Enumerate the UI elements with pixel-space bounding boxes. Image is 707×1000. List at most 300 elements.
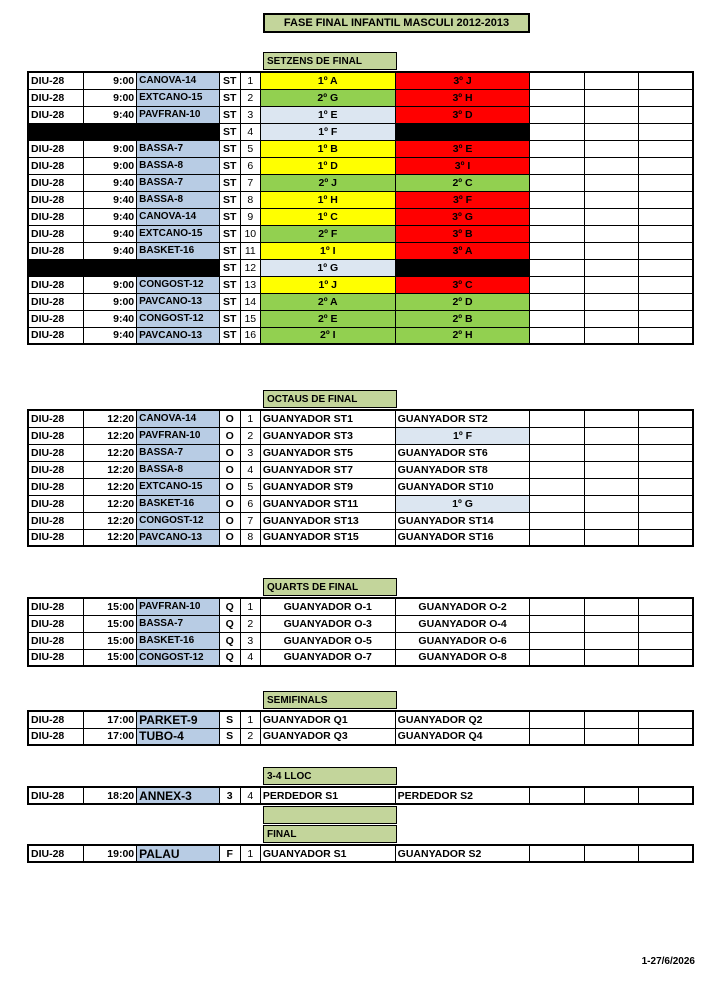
match-number: 2 bbox=[240, 427, 260, 444]
match-day: DIU-28 bbox=[28, 208, 83, 225]
match-round: ST bbox=[219, 259, 240, 276]
match-day: DIU-28 bbox=[28, 649, 83, 666]
match-number: 13 bbox=[240, 276, 260, 293]
match-round: ST bbox=[219, 174, 240, 191]
match-day: DIU-28 bbox=[28, 711, 83, 728]
empty-cell bbox=[584, 123, 638, 140]
empty-cell bbox=[584, 711, 638, 728]
team-b: PERDEDOR S2 bbox=[395, 787, 530, 804]
empty-cell bbox=[530, 845, 584, 862]
table-row bbox=[28, 225, 693, 242]
team-a: 1º H bbox=[260, 191, 395, 208]
team-b: GUANYADOR ST2 bbox=[395, 410, 530, 427]
table-row bbox=[28, 72, 693, 89]
match-number: 8 bbox=[240, 191, 260, 208]
empty-cell bbox=[584, 478, 638, 495]
match-time: 9:40 bbox=[83, 106, 136, 123]
match-round: S bbox=[219, 711, 240, 728]
match-number: 1 bbox=[240, 598, 260, 615]
match-number: 9 bbox=[240, 208, 260, 225]
team-a: PERDEDOR S1 bbox=[260, 787, 395, 804]
match-round: O bbox=[219, 427, 240, 444]
table-row bbox=[28, 157, 693, 174]
match-number: 3 bbox=[240, 106, 260, 123]
empty-cell bbox=[584, 845, 638, 862]
match-day: DIU-28 bbox=[28, 478, 83, 495]
table-row bbox=[28, 461, 693, 478]
match-time: 12:20 bbox=[83, 529, 136, 546]
team-b: GUANYADOR ST10 bbox=[395, 478, 530, 495]
team-b: 1º F bbox=[395, 427, 530, 444]
match-time: 15:00 bbox=[83, 615, 136, 632]
empty-cell bbox=[584, 140, 638, 157]
empty-cell bbox=[530, 495, 584, 512]
empty-cell bbox=[639, 512, 693, 529]
match-round: ST bbox=[219, 310, 240, 327]
match-round: ST bbox=[219, 123, 240, 140]
match-venue: CONGOST-12 bbox=[137, 649, 219, 666]
empty-cell bbox=[584, 615, 638, 632]
section-heading-final: FINAL bbox=[263, 825, 397, 843]
match-number: 6 bbox=[240, 495, 260, 512]
team-b: GUANYADOR ST16 bbox=[395, 529, 530, 546]
team-b: GUANYADOR ST8 bbox=[395, 461, 530, 478]
match-number: 1 bbox=[240, 711, 260, 728]
empty-cell bbox=[584, 632, 638, 649]
team-b bbox=[395, 259, 530, 276]
empty-cell bbox=[584, 208, 638, 225]
empty-cell bbox=[530, 711, 584, 728]
team-a: 2º G bbox=[260, 89, 395, 106]
match-number: 4 bbox=[240, 461, 260, 478]
match-day: DIU-28 bbox=[28, 225, 83, 242]
match-venue: CONGOST-12 bbox=[137, 276, 219, 293]
table-row bbox=[28, 140, 693, 157]
team-a: 2º E bbox=[260, 310, 395, 327]
match-number: 10 bbox=[240, 225, 260, 242]
empty-cell bbox=[530, 327, 584, 344]
match-venue: PAVFRAN-10 bbox=[137, 598, 219, 615]
match-day: DIU-28 bbox=[28, 174, 83, 191]
table-row bbox=[28, 649, 693, 666]
match-time: 12:20 bbox=[83, 444, 136, 461]
match-day: DIU-28 bbox=[28, 242, 83, 259]
match-number: 1 bbox=[240, 845, 260, 862]
team-b: 2º D bbox=[395, 293, 530, 310]
table-semifinals bbox=[27, 710, 694, 746]
match-number: 2 bbox=[240, 615, 260, 632]
match-day: DIU-28 bbox=[28, 276, 83, 293]
empty-cell bbox=[639, 444, 693, 461]
empty-cell bbox=[530, 649, 584, 666]
table-row bbox=[28, 495, 693, 512]
team-a: GUANYADOR O-5 bbox=[260, 632, 395, 649]
match-venue: BASSA-8 bbox=[137, 461, 219, 478]
table-final bbox=[27, 844, 694, 863]
table-quarts bbox=[27, 597, 694, 667]
match-number: 4 bbox=[240, 649, 260, 666]
empty-cell bbox=[530, 310, 584, 327]
match-day: DIU-28 bbox=[28, 310, 83, 327]
empty-cell bbox=[639, 72, 693, 89]
match-round: ST bbox=[219, 293, 240, 310]
section-heading-octaus: OCTAUS DE FINAL bbox=[263, 390, 397, 408]
team-a: GUANYADOR ST7 bbox=[260, 461, 395, 478]
match-round: ST bbox=[219, 89, 240, 106]
match-number: 2 bbox=[240, 89, 260, 106]
match-day: DIU-28 bbox=[28, 293, 83, 310]
section-spacer bbox=[263, 806, 397, 824]
empty-cell bbox=[584, 495, 638, 512]
match-round: Q bbox=[219, 632, 240, 649]
match-time: 18:20 bbox=[83, 787, 136, 804]
empty-cell bbox=[530, 461, 584, 478]
empty-cell bbox=[639, 632, 693, 649]
match-time: 9:40 bbox=[83, 327, 136, 344]
match-venue: BASSA-7 bbox=[137, 140, 219, 157]
empty-cell bbox=[530, 208, 584, 225]
empty-cell bbox=[639, 410, 693, 427]
empty-cell bbox=[584, 598, 638, 615]
table-row bbox=[28, 89, 693, 106]
empty-cell bbox=[530, 225, 584, 242]
match-number: 3 bbox=[240, 632, 260, 649]
team-a: 1º E bbox=[260, 106, 395, 123]
empty-cell bbox=[530, 293, 584, 310]
team-a: 2º F bbox=[260, 225, 395, 242]
match-day: DIU-28 bbox=[28, 615, 83, 632]
empty-cell bbox=[639, 123, 693, 140]
match-number: 7 bbox=[240, 512, 260, 529]
team-b: 2º C bbox=[395, 174, 530, 191]
team-a: GUANYADOR ST9 bbox=[260, 478, 395, 495]
match-day: DIU-28 bbox=[28, 72, 83, 89]
match-venue: EXTCANO-15 bbox=[137, 89, 219, 106]
team-b bbox=[395, 123, 530, 140]
empty-cell bbox=[639, 293, 693, 310]
team-a: 1º A bbox=[260, 72, 395, 89]
empty-cell bbox=[584, 174, 638, 191]
team-b: GUANYADOR O-8 bbox=[395, 649, 530, 666]
page-title: FASE FINAL INFANTIL MASCULI 2012-2013 bbox=[263, 13, 530, 33]
team-a: GUANYADOR O-3 bbox=[260, 615, 395, 632]
match-round: Q bbox=[219, 615, 240, 632]
match-day: DIU-28 bbox=[28, 157, 83, 174]
match-number: 1 bbox=[240, 72, 260, 89]
match-round: ST bbox=[219, 191, 240, 208]
match-time: 9:00 bbox=[83, 293, 136, 310]
match-time: 12:20 bbox=[83, 478, 136, 495]
table-row bbox=[28, 615, 693, 632]
table-row bbox=[28, 106, 693, 123]
match-day: DIU-28 bbox=[28, 461, 83, 478]
table-row bbox=[28, 410, 693, 427]
match-number: 8 bbox=[240, 529, 260, 546]
team-b: 3º J bbox=[395, 72, 530, 89]
team-a: 1º C bbox=[260, 208, 395, 225]
team-b: 3º F bbox=[395, 191, 530, 208]
match-venue: CANOVA-14 bbox=[137, 208, 219, 225]
team-b: GUANYADOR ST6 bbox=[395, 444, 530, 461]
match-venue: BASKET-16 bbox=[137, 242, 219, 259]
empty-cell bbox=[639, 208, 693, 225]
match-round: ST bbox=[219, 72, 240, 89]
section-heading-semifinals: SEMIFINALS bbox=[263, 691, 397, 709]
empty-cell bbox=[530, 529, 584, 546]
match-venue: CONGOST-12 bbox=[137, 310, 219, 327]
match-number: 7 bbox=[240, 174, 260, 191]
empty-cell bbox=[530, 615, 584, 632]
empty-cell bbox=[639, 787, 693, 804]
empty-cell bbox=[530, 787, 584, 804]
empty-cell bbox=[639, 157, 693, 174]
empty-cell bbox=[639, 728, 693, 745]
empty-cell bbox=[584, 728, 638, 745]
empty-cell bbox=[530, 191, 584, 208]
table-row bbox=[28, 632, 693, 649]
match-day: DIU-28 bbox=[28, 106, 83, 123]
match-day: DIU-28 bbox=[28, 89, 83, 106]
team-a: 1º I bbox=[260, 242, 395, 259]
match-venue: BASKET-16 bbox=[137, 495, 219, 512]
empty-cell bbox=[639, 495, 693, 512]
match-round: F bbox=[219, 845, 240, 862]
team-a: GUANYADOR ST13 bbox=[260, 512, 395, 529]
match-number: 15 bbox=[240, 310, 260, 327]
empty-cell bbox=[639, 259, 693, 276]
match-venue: TUBO-4 bbox=[137, 728, 219, 745]
match-round: O bbox=[219, 529, 240, 546]
section-heading-quarts: QUARTS DE FINAL bbox=[263, 578, 397, 596]
match-day: DIU-28 bbox=[28, 140, 83, 157]
empty-cell bbox=[639, 191, 693, 208]
table-row bbox=[28, 191, 693, 208]
empty-cell bbox=[584, 89, 638, 106]
table-row bbox=[28, 259, 693, 276]
empty-cell bbox=[584, 225, 638, 242]
match-venue: BASSA-8 bbox=[137, 191, 219, 208]
empty-cell bbox=[584, 649, 638, 666]
match-venue: CANOVA-14 bbox=[137, 410, 219, 427]
team-b: 3º A bbox=[395, 242, 530, 259]
match-day: DIU-28 bbox=[28, 529, 83, 546]
empty-cell bbox=[639, 598, 693, 615]
team-a: 1º B bbox=[260, 140, 395, 157]
team-b: 3º G bbox=[395, 208, 530, 225]
match-time: 12:20 bbox=[83, 410, 136, 427]
table-row bbox=[28, 123, 693, 140]
empty-cell bbox=[584, 787, 638, 804]
team-b: 3º E bbox=[395, 140, 530, 157]
empty-cell bbox=[530, 410, 584, 427]
empty-cell bbox=[639, 242, 693, 259]
match-time: 12:20 bbox=[83, 427, 136, 444]
team-a: 1º F bbox=[260, 123, 395, 140]
empty-cell bbox=[584, 157, 638, 174]
match-round: ST bbox=[219, 208, 240, 225]
match-time: 9:40 bbox=[83, 310, 136, 327]
match-number: 4 bbox=[240, 123, 260, 140]
team-b: 3º H bbox=[395, 89, 530, 106]
table-row bbox=[28, 276, 693, 293]
match-venue: BASSA-7 bbox=[137, 444, 219, 461]
empty-cell bbox=[639, 427, 693, 444]
section-heading-3-4-lloc: 3-4 LLOC bbox=[263, 767, 397, 785]
empty-cell bbox=[530, 478, 584, 495]
match-round: O bbox=[219, 478, 240, 495]
empty-cell bbox=[530, 512, 584, 529]
match-time: 15:00 bbox=[83, 632, 136, 649]
table-row bbox=[28, 728, 693, 745]
team-b: 3º B bbox=[395, 225, 530, 242]
empty-cell bbox=[639, 461, 693, 478]
match-round: Q bbox=[219, 598, 240, 615]
match-day: DIU-28 bbox=[28, 427, 83, 444]
table-row bbox=[28, 845, 693, 862]
team-b: GUANYADOR O-6 bbox=[395, 632, 530, 649]
empty-cell bbox=[639, 106, 693, 123]
empty-cell bbox=[584, 512, 638, 529]
match-time: 9:00 bbox=[83, 72, 136, 89]
match-time: 12:20 bbox=[83, 512, 136, 529]
match-time: 9:00 bbox=[83, 140, 136, 157]
empty-cell bbox=[639, 649, 693, 666]
match-time: 17:00 bbox=[83, 711, 136, 728]
empty-cell bbox=[639, 140, 693, 157]
match-round: O bbox=[219, 444, 240, 461]
match-time: 17:00 bbox=[83, 728, 136, 745]
empty-cell bbox=[530, 89, 584, 106]
match-time: 9:00 bbox=[83, 276, 136, 293]
team-a: GUANYADOR ST3 bbox=[260, 427, 395, 444]
empty-cell bbox=[584, 276, 638, 293]
table-row bbox=[28, 598, 693, 615]
empty-cell bbox=[530, 598, 584, 615]
match-time: 15:00 bbox=[83, 649, 136, 666]
match-day: DIU-28 bbox=[28, 632, 83, 649]
match-venue bbox=[137, 259, 219, 276]
match-number: 3 bbox=[240, 444, 260, 461]
match-time bbox=[83, 123, 136, 140]
table-setzens bbox=[27, 71, 694, 345]
match-time: 9:40 bbox=[83, 191, 136, 208]
table-row bbox=[28, 293, 693, 310]
match-round: Q bbox=[219, 649, 240, 666]
team-b: GUANYADOR ST14 bbox=[395, 512, 530, 529]
match-number: 5 bbox=[240, 478, 260, 495]
team-b: 1º G bbox=[395, 495, 530, 512]
match-day: DIU-28 bbox=[28, 845, 83, 862]
team-a: 2º I bbox=[260, 327, 395, 344]
match-round: O bbox=[219, 495, 240, 512]
empty-cell bbox=[639, 711, 693, 728]
empty-cell bbox=[530, 140, 584, 157]
empty-cell bbox=[530, 259, 584, 276]
empty-cell bbox=[584, 106, 638, 123]
empty-cell bbox=[584, 310, 638, 327]
match-round: O bbox=[219, 410, 240, 427]
team-a: GUANYADOR ST5 bbox=[260, 444, 395, 461]
empty-cell bbox=[639, 845, 693, 862]
empty-cell bbox=[639, 478, 693, 495]
empty-cell bbox=[584, 242, 638, 259]
team-b: 3º C bbox=[395, 276, 530, 293]
match-venue: PAVCANO-13 bbox=[137, 293, 219, 310]
table-row bbox=[28, 529, 693, 546]
empty-cell bbox=[530, 632, 584, 649]
match-venue: PAVCANO-13 bbox=[137, 529, 219, 546]
table-octaus bbox=[27, 409, 694, 547]
match-number: 1 bbox=[240, 410, 260, 427]
match-time: 9:40 bbox=[83, 208, 136, 225]
team-b: GUANYADOR O-2 bbox=[395, 598, 530, 615]
match-round: ST bbox=[219, 327, 240, 344]
match-round: S bbox=[219, 728, 240, 745]
table-row bbox=[28, 327, 693, 344]
match-number: 4 bbox=[240, 787, 260, 804]
team-a: GUANYADOR S1 bbox=[260, 845, 395, 862]
match-venue: PAVCANO-13 bbox=[137, 327, 219, 344]
empty-cell bbox=[584, 327, 638, 344]
team-a: 2º J bbox=[260, 174, 395, 191]
match-time: 12:20 bbox=[83, 461, 136, 478]
team-b: 3º I bbox=[395, 157, 530, 174]
empty-cell bbox=[584, 461, 638, 478]
match-time: 9:40 bbox=[83, 225, 136, 242]
match-day: DIU-28 bbox=[28, 728, 83, 745]
section-heading-setzens: SETZENS DE FINAL bbox=[263, 52, 397, 70]
table-row bbox=[28, 444, 693, 461]
match-time: 19:00 bbox=[83, 845, 136, 862]
match-time: 9:00 bbox=[83, 157, 136, 174]
team-a: 1º G bbox=[260, 259, 395, 276]
table-row bbox=[28, 478, 693, 495]
match-number: 5 bbox=[240, 140, 260, 157]
team-b: 3º D bbox=[395, 106, 530, 123]
team-b: 2º B bbox=[395, 310, 530, 327]
match-round: O bbox=[219, 461, 240, 478]
table-row bbox=[28, 787, 693, 804]
empty-cell bbox=[584, 444, 638, 461]
empty-cell bbox=[530, 276, 584, 293]
match-time: 9:40 bbox=[83, 174, 136, 191]
match-venue: PARKET-9 bbox=[137, 711, 219, 728]
empty-cell bbox=[530, 174, 584, 191]
match-day: DIU-28 bbox=[28, 327, 83, 344]
table-row bbox=[28, 310, 693, 327]
empty-cell bbox=[530, 123, 584, 140]
table-row bbox=[28, 174, 693, 191]
match-venue: CANOVA-14 bbox=[137, 72, 219, 89]
empty-cell bbox=[530, 728, 584, 745]
match-venue: EXTCANO-15 bbox=[137, 225, 219, 242]
empty-cell bbox=[584, 293, 638, 310]
table-row bbox=[28, 512, 693, 529]
match-day: DIU-28 bbox=[28, 410, 83, 427]
team-b: 2º H bbox=[395, 327, 530, 344]
match-day bbox=[28, 123, 83, 140]
match-number: 14 bbox=[240, 293, 260, 310]
team-a: GUANYADOR ST11 bbox=[260, 495, 395, 512]
match-round: ST bbox=[219, 106, 240, 123]
match-number: 11 bbox=[240, 242, 260, 259]
match-round: O bbox=[219, 512, 240, 529]
match-venue bbox=[137, 123, 219, 140]
team-b: GUANYADOR Q2 bbox=[395, 711, 530, 728]
match-number: 12 bbox=[240, 259, 260, 276]
match-venue: BASSA-8 bbox=[137, 157, 219, 174]
team-a: 1º D bbox=[260, 157, 395, 174]
